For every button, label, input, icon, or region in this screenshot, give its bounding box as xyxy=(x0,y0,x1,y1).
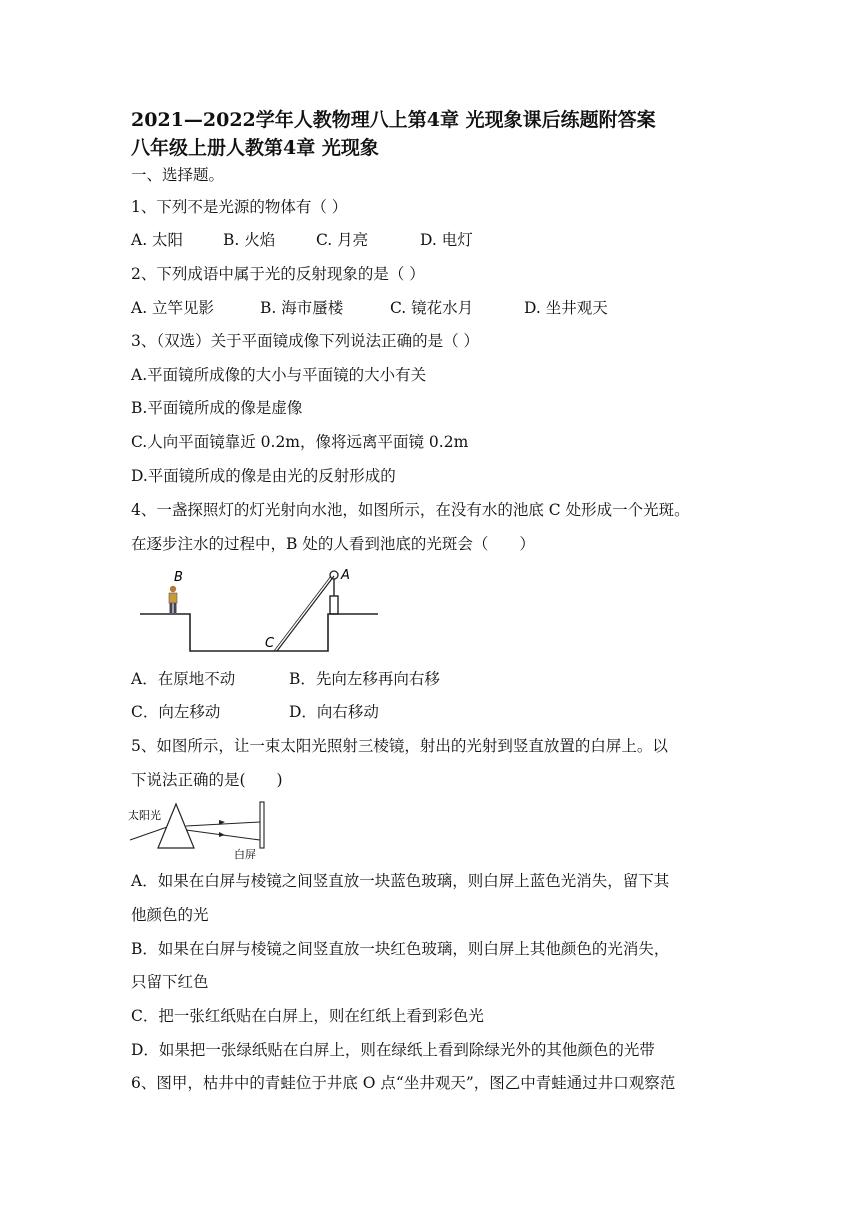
option-c: C．向左移动 xyxy=(131,703,221,721)
question-2-options xyxy=(131,298,608,318)
question-5-option-b-line-2: 只留下红色 xyxy=(131,973,209,991)
label-sunlight: 太阳光 xyxy=(128,809,161,822)
lamp-post xyxy=(330,596,338,614)
label-screen: 白屏 xyxy=(234,848,256,861)
light-ray xyxy=(277,576,334,651)
question-4-options-row-1 xyxy=(131,669,440,689)
question-6-stem-line-1: 6、图甲，枯井中的青蛙位于井底 O 点“坐井观天”，图乙中青蛙通过井口观察范 xyxy=(131,1074,676,1092)
question-1-options xyxy=(131,230,473,250)
label-b: B xyxy=(174,570,183,585)
question-2-stem: 2、下列成语中属于光的反射现象的是（ ） xyxy=(131,265,425,283)
label-c: C xyxy=(265,636,275,651)
question-5-option-b-line-1: B．如果在白屏与棱镜之间竖直放一块红色玻璃，则白屏上其他颜色的光消失， xyxy=(131,940,670,958)
question-3-option-a: A.平面镜所成像的大小与平面镜的大小有关 xyxy=(131,366,427,384)
pool-outline xyxy=(140,614,378,651)
question-5-option-d: D．如果把一张绿纸贴在白屏上，则在绿纸上看到除绿光外的其他颜色的光带 xyxy=(131,1041,655,1059)
question-3-option-c: C.人向平面镜靠近 0.2m，像将远离平面镜 0.2m xyxy=(131,433,469,451)
question-4-options-row-2 xyxy=(131,702,379,722)
option-b: B. 火焰 xyxy=(223,231,276,249)
question-5-option-c: C．把一张红纸贴在白屏上，则在红纸上看到彩色光 xyxy=(131,1007,484,1025)
question-5-option-a-line-1: A．如果在白屏与棱镜之间竖直放一块蓝色玻璃，则白屏上蓝色光消失，留下其 xyxy=(131,872,670,890)
question-5-option-a-line-2: 他颜色的光 xyxy=(131,906,209,924)
person-icon xyxy=(169,586,177,613)
option-d: D. 坐井观天 xyxy=(524,299,608,317)
question-3-option-b: B.平面镜所成的像是虚像 xyxy=(131,399,303,417)
option-b: B．先向左移再向右移 xyxy=(289,670,440,688)
option-c: C. 镜花水月 xyxy=(390,299,474,317)
option-d: D．向右移动 xyxy=(289,703,379,721)
question-3-stem: 3、（双选）关于平面镜成像下列说法正确的是（ ） xyxy=(131,332,480,350)
document-title: 2021—2022学年人教物理八上第4章 光现象课后练题附答案 xyxy=(131,109,656,131)
option-c: C. 月亮 xyxy=(316,231,369,249)
question-4-stem-line-2: 在逐步注水的过程中，B 处的人看到池底的光斑会（ ） xyxy=(131,535,535,553)
question-1-stem: 1、下列不是光源的物体有（ ） xyxy=(131,198,348,216)
option-a: A. 立竿见影 xyxy=(131,299,215,317)
question-5-stem-line-2: 下说法正确的是( ) xyxy=(131,771,283,789)
question-3-option-d: D.平面镜所成的像是由光的反射形成的 xyxy=(131,467,396,485)
option-a: A．在原地不动 xyxy=(131,670,236,688)
document-subtitle: 八年级上册人教第4章 光现象 xyxy=(131,137,379,159)
question-5-stem-line-1: 5、如图所示，让一束太阳光照射三棱镜，射出的光射到竖直放置的白屏上。以 xyxy=(131,737,668,755)
option-a: A. 太阳 xyxy=(131,231,184,249)
question-5-figure xyxy=(128,800,278,862)
section-heading: 一、选择题。 xyxy=(131,166,225,184)
option-d: D. 电灯 xyxy=(420,231,473,249)
white-screen xyxy=(260,802,264,848)
label-a: A xyxy=(341,568,350,583)
lamp-icon xyxy=(330,571,338,579)
question-4-figure xyxy=(138,566,383,658)
question-4-stem-line-1: 4、一盏探照灯的灯光射向水池，如图所示，在没有水的池底 C 处形成一个光斑。 xyxy=(131,501,690,519)
option-b: B. 海市蜃楼 xyxy=(260,299,344,317)
